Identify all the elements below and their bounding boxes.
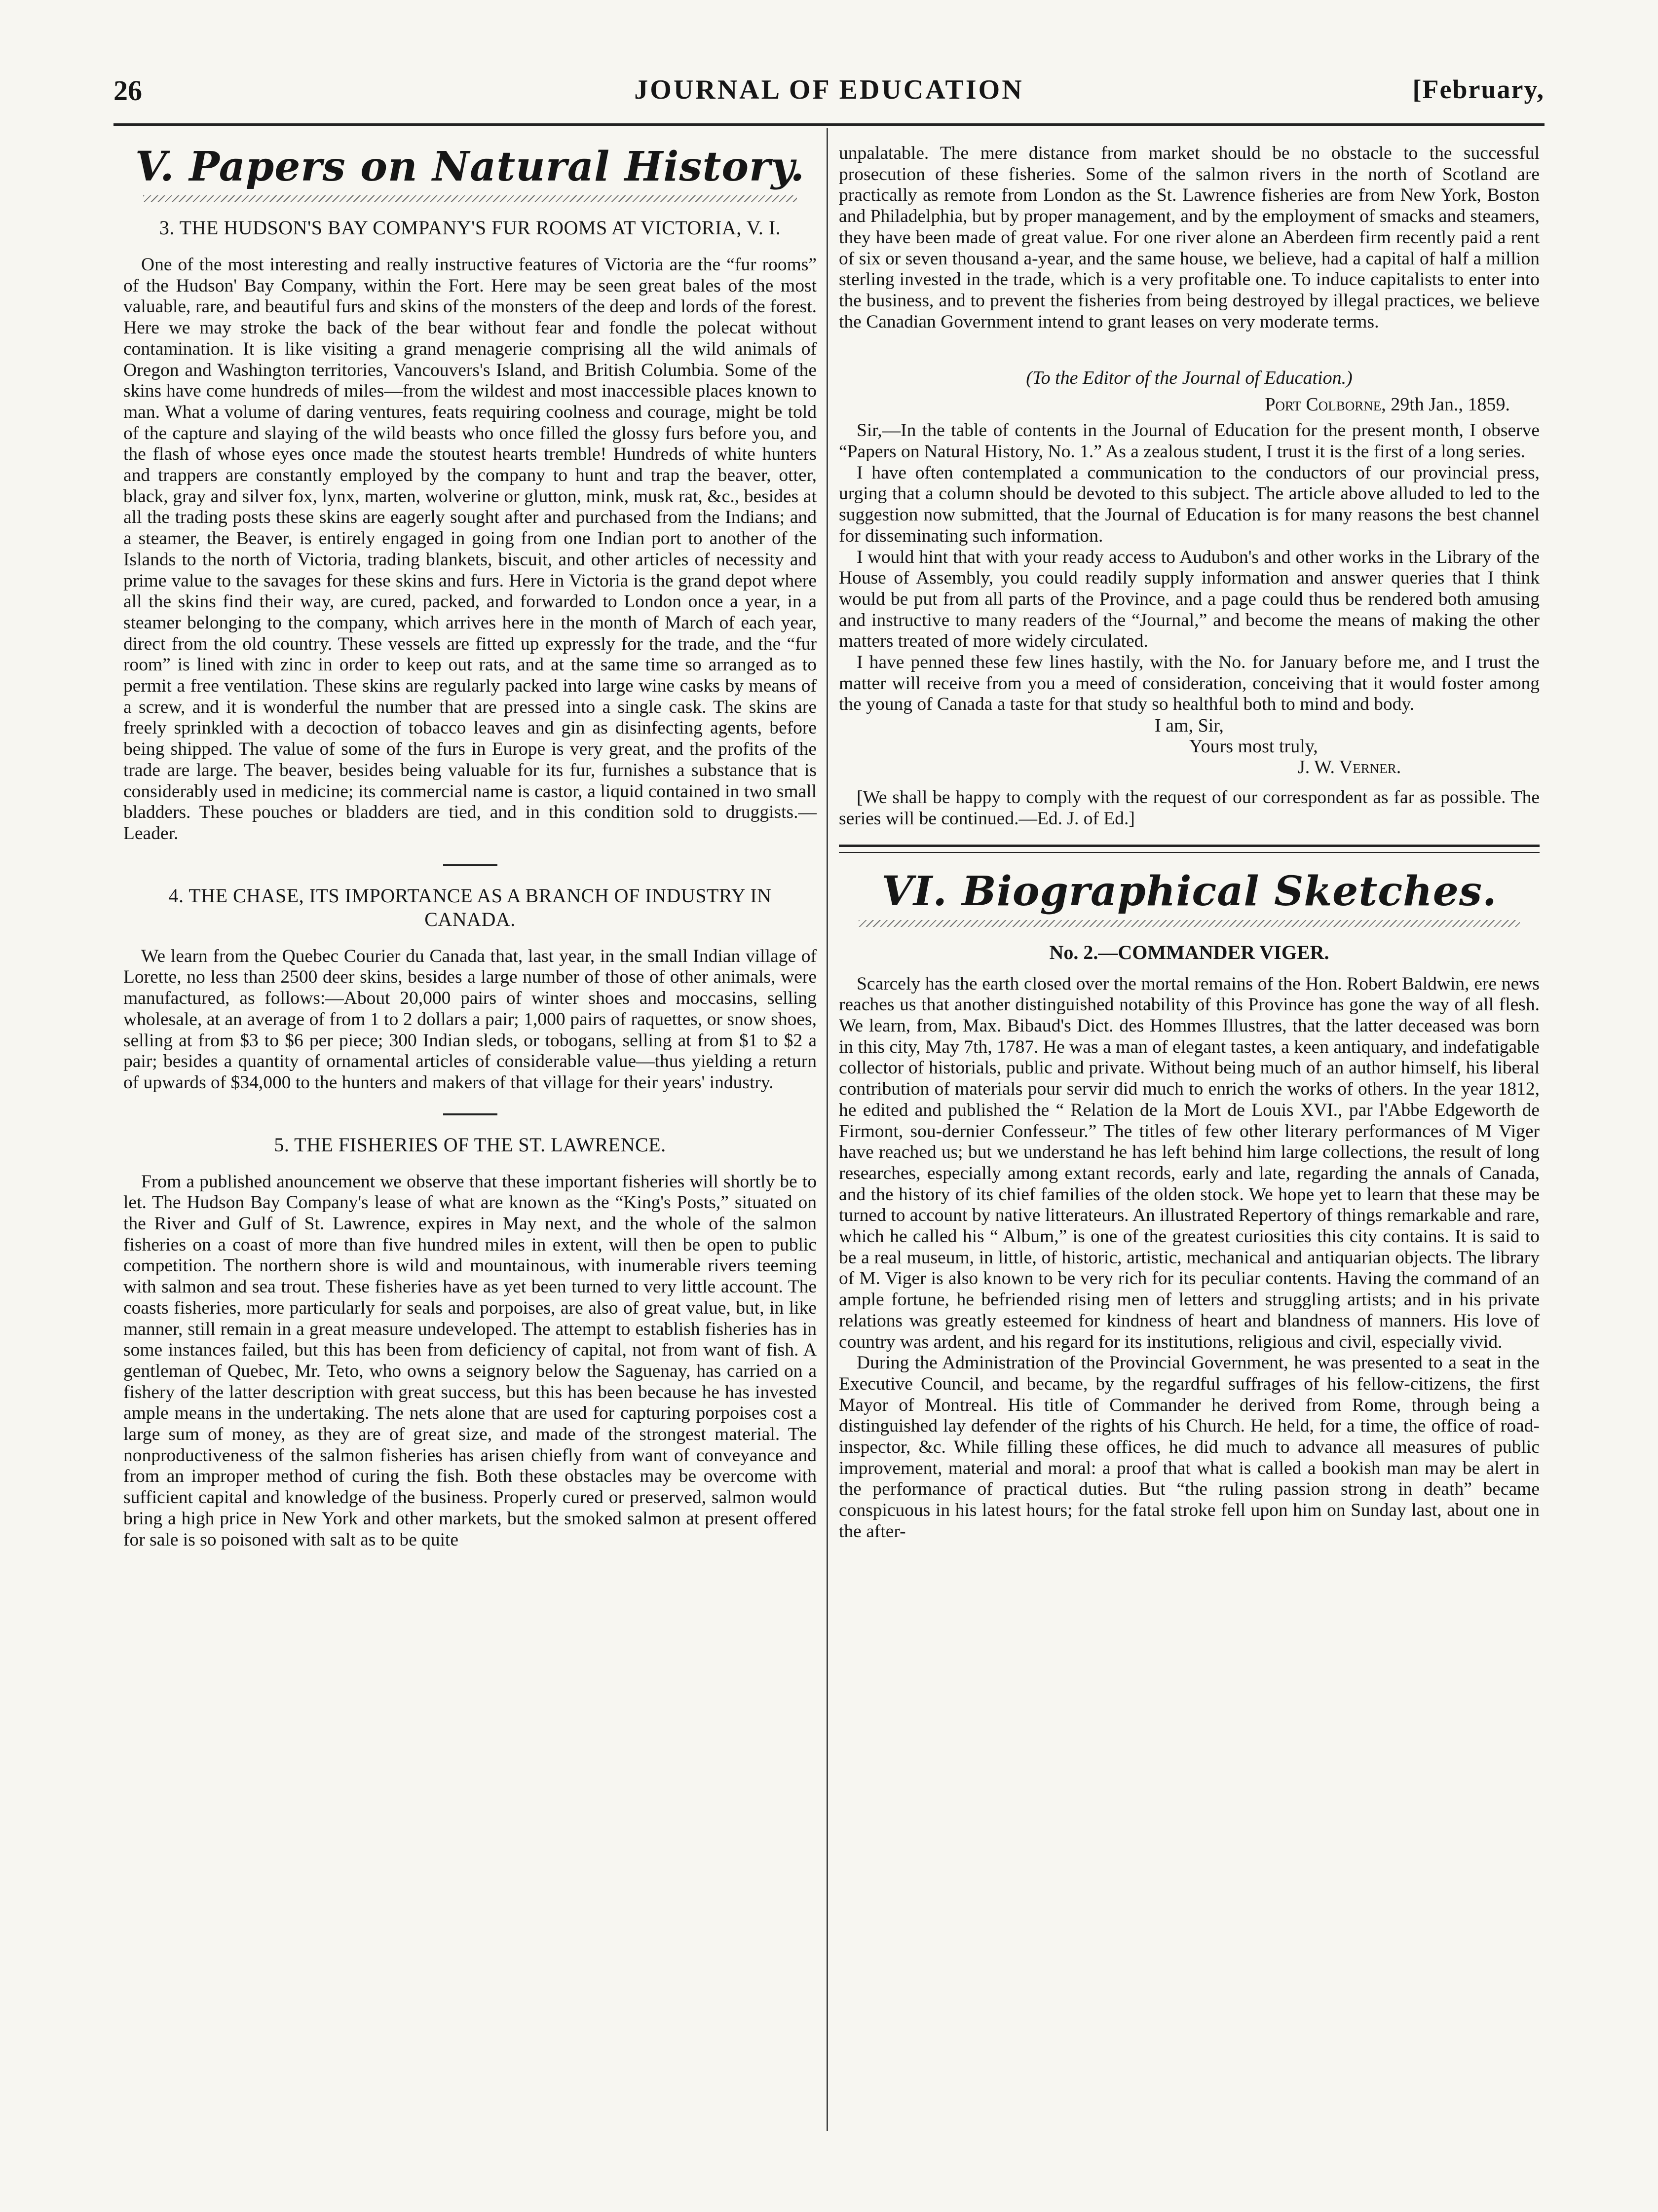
issue-month: [February,	[1412, 74, 1545, 104]
page-header	[113, 74, 1545, 118]
article-body-fisheries: From a published anouncement we observe that these important fisheries will shortly be to let. The Hudson Bay Company's lease of what are known as the “King's Posts,” situated on the River and Gulf of St. Lawrence, expires in May next, and the whole of the salmon fisheries on a coast of more than five hundred miles in extent, will then be open to public competition. The northern shore is wild and mountainous, with inumerable rivers teeming with salmon and sea trout. These fisheries have as yet been turned to very little account. The coasts fisheries, more particularly for seals and porpoises, are also of great value, but, in like manner, still remain in a great measure undeveloped. The attempt to establish fisheries has in some instances failed, but this has been from deficiency of capital, not from want of fish. A gentleman of Quebec, Mr. Teto, who owns a seignory below the Saguenay, has carried on a fishery of the latter description with great success, but this has been because he has invested ample means in the undertaking. The nets alone that are used for capturing porpoises cost a large sum of money, as they are of great size, and made of the strongest material. The nonproductiveness of the salmon fisheries has arisen chiefly from want of conveyance and from an improper method of curing the fish. Both these obstacles may be overcome with sufficient capital and knowledge of the business. Properly cured or preserved, salmon would bring a high price in New York and other markets, but the smoked salmon at present offered for sale is so poisoned with salt as to be quite	[123, 1171, 817, 1550]
section-title-biographical: VI. Biographical Sketches.	[881, 867, 1497, 915]
short-rule	[443, 1113, 497, 1115]
article-title-fisheries: 5. THE FISHERIES OF THE ST. LAWRENCE.	[274, 1133, 666, 1156]
article-title-chase: 4. THE CHASE, ITS IMPORTANCE AS A BRANCH OF INDUSTRY IN CANADA.	[168, 884, 772, 930]
letter-date: , 29th Jan., 1859.	[1381, 394, 1510, 415]
section-rule	[839, 845, 1540, 847]
right-column	[839, 143, 1540, 1543]
letter-closing-1: I am, Sir,	[1155, 715, 1224, 737]
article-body-chase: We learn from the Quebec Courier du Canada that, last year, in the small Indian village of Lorette, no less than 2500 deer skins, besides a large number of those of other animals, were manufactured, as follows:—About 20,000 pairs of winter shoes and moccasins, selling wholesale, at an average of from 1 to 2 dollars a pair; 1,000 pairs of raquettes, or snow shoes, selling at from $3 to $6 per piece; 300 Indian sleds, or tobogans, selling at from $1 to $2 a pair; besides a quantity of ornamental articles of considerable value—thus yielding a return of upwards of $34,000 to the hunters and makers of that village for their years' industry.	[123, 946, 817, 1093]
page-number: 26	[113, 74, 142, 107]
short-rule	[443, 864, 497, 866]
wavy-divider	[143, 195, 797, 202]
article-title-fur-rooms: 3. THE HUDSON'S BAY COMPANY'S FUR ROOMS AT VICTORIA, V. I.	[159, 217, 781, 239]
letter-heading: (To the Editor of the Journal of Education.)	[1026, 368, 1353, 389]
letter-paragraph-4: I have penned these few lines hastily, with the No. for January before me, and I trust the matter will receive from you a meed of consideration, conceiving that it would foster among the young of Canada a taste for that study so healthful both to mind and body.	[839, 652, 1540, 715]
journal-title: JOURNAL OF EDUCATION	[634, 74, 1024, 105]
letter-place: Port Colborne	[1265, 394, 1382, 415]
section-rule-thin	[839, 852, 1540, 853]
letter-paragraph-1: Sir,—In the table of contents in the Journal of Education for the present month, I observe “Papers on Natural History, No. 1.” As a zealous student, I trust it is the first of a long series.	[839, 420, 1540, 462]
section-title-natural-history: V. Papers on Natural History.	[135, 143, 805, 190]
letter-paragraph-3: I would hint that with your ready access to Audubon's and other works in the Library of the House of Assembly, you could readily supply information and answer queries that I think would be put from all parts of the Province, and a page could thus be rendered both amusing and instructive to many readers of the “Journal,” and become the means of making the other matters treated of more widely circulated.	[839, 547, 1540, 652]
letter-paragraph-2: I have often contemplated a communication to the conductors of our provincial press, urging that a column should be devoted to this subject. The article above alluded to led to the suggestion now submitted, that the Journal of Education is for many reasons the best channel for disseminating such information.	[839, 462, 1540, 546]
wavy-divider	[859, 920, 1520, 927]
letter-signature: J. W. Verner.	[1298, 757, 1401, 778]
article-body-fur-rooms: One of the most interesting and really instructive features of Victoria are the “fur rooms” of the Hudson' Bay Company, within the Fort. Here may be seen great bales of the most valuable, rare, and beautiful furs and skins of the monsters of the deep and lords of the forest. Here we may stroke the back of the bear without fear and fondle the polecat without contamination. It is like visiting a grand menagerie comprising all the wild animals of Oregon and Washington territories, Vancouvers's Island, and British Columbia. Some of the skins have come hundreds of miles—from the wildest and most inaccessible places known to man. What a volume of daring ventures, feats requiring coolness and courage, might be told of the capture and slaying of the wild beasts who once filled the glossy furs before you, and the flash of whose eyes once made the stoutest hearts tremble! Hundreds of white hunters and trappers are constantly employed by the company to hunt and trap the beaver, otter, black, gray and silver fox, lynx, marten, wolverine or glutton, mink, musk rat, &c., besides at all the trading posts these skins are eagerly sought after and purchased from the Indians; and a steamer, the Beaver, is entirely engaged in going from one Indian port to another of the Islands to the north of Victoria, trading blankets, biscuit, and other articles of necessity and prime value to the savages for these skins and furs. Here in Victoria is the grand depot where all the skins find their way, are cured, packed, and forwarded to London once a year, in a steamer belonging to the company, which arrives here in the month of March of each year, direct from the old country. These vessels are fitted up expressly for the trade, and the “fur room” is lined with zinc in order to keep out rats, and at the same time so arranged as to permit a free ventilation. These skins are regularly packed into large wine casks by means of a screw, and it is wonderful the number that are pressed into a single cask. The skins are freely sprinkled with a decoction of tobacco leaves and gin as disinfecting agents, before being shipped. The value of some of the furs in Europe is very great, and the profits of the trade are large. The beaver, besides being valuable for its fur, furnishes a substance that is considerably used in medicine; its commercial name is castor, a liquid contained in two small bladders. These pouches or bladders are tied, and in this condition sold to druggists.—Leader.	[123, 255, 817, 844]
column-divider	[827, 128, 828, 2131]
bio-paragraph-1: Scarcely has the earth closed over the mortal remains of the Hon. Robert Baldwin, ere news reaches us that another distinguished notability of this Province has gone the way of all flesh. We learn, from, Max. Bibaud's Dict. des Hommes Illustres, that the latter deceased was born in this city, May 7th, 1787. He was a man of elegant tastes, a keen antiquary, and indefatigable collector of historials, public and private. Without being much of an author himself, his liberal contribution of materials pour servir did much to enrich the works of others. In the year 1812, he edited and published the “ Relation de la Mort de Louis XVI., par l'Abbe Edgeworth de Firmont, sou-dernier Confesseur.” The titles of few other literary performances of M Viger have reached us; but we understand he has left behind him large collections, the result of long researches, especially among extant records, early and late, regarding the annals of Canada, and the history of its chief families of the olden stock. We hope yet to learn that these may be turned to account by native litterateurs. An illustrated Repertory of things remarkable and rare, which he called his “ Album,” is one of the greatest curiosities this city contains. It is said to be a real museum, in little, of historic, artistic, mechanical and antiquarian objects. The library of M. Viger is also known to be very rich for its peculiar contents. Having the command of an ample fortune, he befriended rising men of letters and struggling artists; and in his private relations was greatly esteemed for kindness of heart and blandness of manners. His love of country was ardent, and his regard for its institutions, religious and civil, especially vivid.	[839, 973, 1540, 1352]
bio-title: No. 2.—COMMANDER VIGER.	[1049, 941, 1329, 963]
bio-paragraph-2: During the Administration of the Provincial Government, he was presented to a seat in the Executive Council, and became, by the regardful suffrages of his fellow-citizens, the first Mayor of Montreal. His title of Commander he derived from Rome, through being a distinguished lay defender of the rights of his Church. He held, for a time, the office of road-inspector, &c. While filling these offices, he did much to advance all measures of public improvement, material and moral: a proof that what is called a bookish man may be alert in the performance of practical duties. But “the ruling passion strong in death” became conspicuous in his latest hours; for the fatal stroke fell upon him on Sunday last, about one in the after-	[839, 1353, 1540, 1542]
letter-closing-2: Yours most truly,	[1189, 736, 1318, 757]
header-rule	[113, 123, 1545, 126]
editor-reply-note: [We shall be happy to comply with the request of our correspondent as far as possible. The series will be continued.—Ed. J. of Ed.]	[839, 787, 1540, 829]
letter-dateline	[839, 394, 1510, 415]
left-column	[123, 143, 817, 1550]
fisheries-continuation: unpalatable. The mere distance from market should be no obstacle to the successful prosecution of these fisheries. Some of the salmon rivers in the north of Scotland are practically as remote from London as the St. Lawrence fisheries are from New York, Boston and Philadelphia, but by proper management, and by the employment of smacks and steamers, they have been made of great value. For one river alone an Aberdeen firm recently paid a rent of six or seven thousand a-year, and the same house, we believe, had a capital of half a million sterling invested in the trade, which is a very profitable one. To induce capitalists to enter into the business, and to prevent the fisheries from being destroyed by illegal practices, we believe the Canadian Government intend to grant leases on very moderate terms.	[839, 143, 1540, 332]
